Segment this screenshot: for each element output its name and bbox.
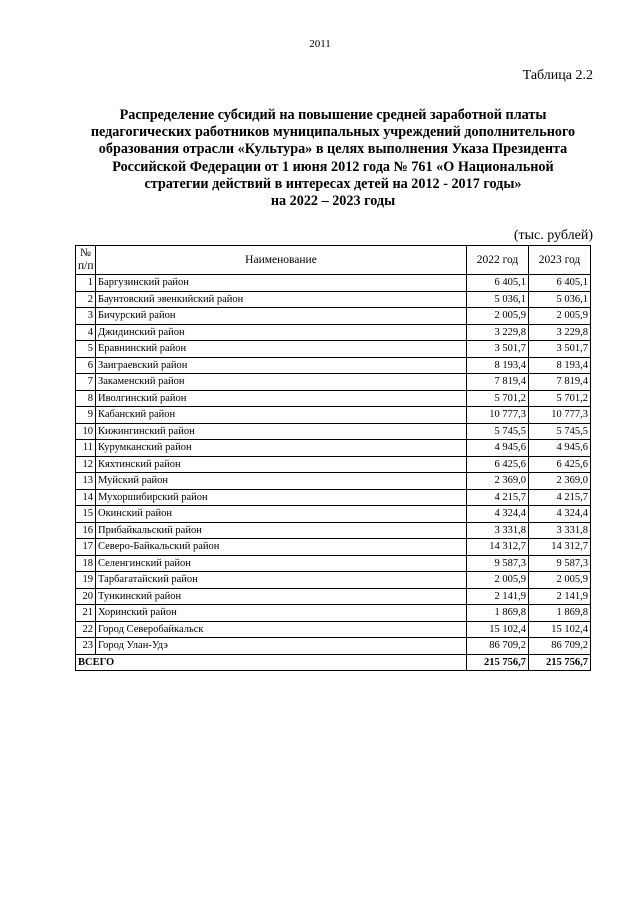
table-row	[76, 275, 591, 292]
row-2023-cell: 8 193,4	[529, 357, 591, 374]
row-2022-cell: 10 777,3	[467, 407, 529, 424]
table-row	[76, 638, 591, 655]
row-name-cell: Селенгинский район	[96, 555, 467, 572]
title-line: Распределение субсидий на повышение средней заработной платы	[119, 107, 547, 123]
table-row	[76, 440, 591, 457]
row-2023-cell: 15 102,4	[529, 621, 591, 638]
row-name-cell: Тарбагатайский район	[96, 572, 467, 589]
subsidies-table	[75, 245, 591, 671]
row-2023-cell: 3 501,7	[529, 341, 591, 358]
row-2023-cell: 3 229,8	[529, 324, 591, 341]
row-number-cell: 20	[76, 588, 96, 605]
row-number-cell: 14	[76, 489, 96, 506]
row-2022-cell: 4 945,6	[467, 440, 529, 457]
row-2022-cell: 9 587,3	[467, 555, 529, 572]
table-row	[76, 357, 591, 374]
row-name-cell: Баунтовский эвенкийский район	[96, 291, 467, 308]
row-number-cell: 9	[76, 407, 96, 424]
row-number-cell: 6	[76, 357, 96, 374]
row-number-cell: 18	[76, 555, 96, 572]
row-name-cell: Еравнинский район	[96, 341, 467, 358]
row-2022-cell: 2 005,9	[467, 308, 529, 325]
row-2023-cell: 10 777,3	[529, 407, 591, 424]
row-name-cell: Кяхтинский район	[96, 456, 467, 473]
row-2022-cell: 5 745,5	[467, 423, 529, 440]
row-number-cell: 4	[76, 324, 96, 341]
table-label: Таблица 2.2	[522, 68, 593, 83]
row-2022-cell: 5 701,2	[467, 390, 529, 407]
row-number-cell: 22	[76, 621, 96, 638]
row-number-cell: 11	[76, 440, 96, 457]
table-row	[76, 324, 591, 341]
row-name-cell: Иволгинский район	[96, 390, 467, 407]
row-2022-cell: 1 869,8	[467, 605, 529, 622]
row-2022-cell: 2 141,9	[467, 588, 529, 605]
table-row	[76, 539, 591, 556]
column-header-number-line1: №	[80, 247, 91, 259]
row-number-cell: 19	[76, 572, 96, 589]
row-number-cell: 5	[76, 341, 96, 358]
row-name-cell: Кабанский район	[96, 407, 467, 424]
row-name-cell: Город Улан-Удэ	[96, 638, 467, 655]
total-2023: 215 756,7	[529, 654, 591, 671]
title-line: на 2022 – 2023 годы	[270, 193, 396, 210]
column-header-number-line2: п/п	[78, 260, 94, 272]
row-2022-cell: 6 425,6	[467, 456, 529, 473]
document-title	[70, 107, 596, 210]
table-row	[76, 341, 591, 358]
table-row	[76, 374, 591, 391]
column-header-2022: 2022 год	[467, 246, 529, 275]
row-name-cell: Окинский район	[96, 506, 467, 523]
row-number-cell: 16	[76, 522, 96, 539]
row-name-cell: Кижингинский район	[96, 423, 467, 440]
row-name-cell: Тункинский район	[96, 588, 467, 605]
column-header-name: Наименование	[96, 246, 467, 275]
row-name-cell: Хоринский район	[96, 605, 467, 622]
title-line: образования отрасли «Культура» в целях выполнения Указа Президента	[98, 141, 568, 158]
table-row	[76, 473, 591, 490]
row-2022-cell: 3 331,8	[467, 522, 529, 539]
row-number-cell: 23	[76, 638, 96, 655]
row-name-cell: Баргузинский район	[96, 275, 467, 292]
table-row	[76, 621, 591, 638]
row-2022-cell: 8 193,4	[467, 357, 529, 374]
row-name-cell: Город Северобайкальск	[96, 621, 467, 638]
row-2022-cell: 14 312,7	[467, 539, 529, 556]
title-line: педагогических работников муниципальных учреждений дополнительного	[90, 124, 576, 141]
row-2023-cell: 3 331,8	[529, 522, 591, 539]
row-number-cell: 17	[76, 539, 96, 556]
row-2023-cell: 4 215,7	[529, 489, 591, 506]
table-row	[76, 456, 591, 473]
row-2023-cell: 6 425,6	[529, 456, 591, 473]
row-2023-cell: 4 945,6	[529, 440, 591, 457]
row-number-cell: 8	[76, 390, 96, 407]
total-row	[76, 654, 591, 671]
table-row	[76, 605, 591, 622]
table-row	[76, 489, 591, 506]
row-2023-cell: 1 869,8	[529, 605, 591, 622]
row-number-cell: 13	[76, 473, 96, 490]
row-number-cell: 1	[76, 275, 96, 292]
row-2023-cell: 2 005,9	[529, 308, 591, 325]
table-row	[76, 390, 591, 407]
row-number-cell: 21	[76, 605, 96, 622]
table-body	[76, 275, 591, 655]
row-number-cell: 2	[76, 291, 96, 308]
row-2023-cell: 6 405,1	[529, 275, 591, 292]
row-2022-cell: 3 229,8	[467, 324, 529, 341]
table-row	[76, 308, 591, 325]
row-name-cell: Прибайкальский район	[96, 522, 467, 539]
table-row	[76, 423, 591, 440]
row-2022-cell: 5 036,1	[467, 291, 529, 308]
table-row	[76, 555, 591, 572]
row-2023-cell: 2 005,9	[529, 572, 591, 589]
row-number-cell: 7	[76, 374, 96, 391]
column-header-2023: 2023 год	[529, 246, 591, 275]
row-2023-cell: 5 745,5	[529, 423, 591, 440]
row-number-cell: 10	[76, 423, 96, 440]
row-name-cell: Джидинский район	[96, 324, 467, 341]
column-header-number	[76, 246, 96, 275]
row-name-cell: Бичурский район	[96, 308, 467, 325]
table-header-row	[76, 246, 591, 275]
row-2022-cell: 4 324,4	[467, 506, 529, 523]
total-label: ВСЕГО	[76, 654, 467, 671]
row-number-cell: 12	[76, 456, 96, 473]
title-line: стратегии действий в интересах детей на 2012 - 2017 годы»	[144, 175, 522, 192]
row-2022-cell: 7 819,4	[467, 374, 529, 391]
table-row	[76, 291, 591, 308]
row-name-cell: Заиграевский район	[96, 357, 467, 374]
title-line: Российской Федерации от 1 июня 2012 года № 761 «О Национальной	[112, 158, 554, 175]
table-row	[76, 407, 591, 424]
row-2022-cell: 15 102,4	[467, 621, 529, 638]
total-2022: 215 756,7	[467, 654, 529, 671]
row-number-cell: 15	[76, 506, 96, 523]
row-name-cell: Курумканский район	[96, 440, 467, 457]
row-2023-cell: 7 819,4	[529, 374, 591, 391]
row-name-cell: Мухоршибирский район	[96, 489, 467, 506]
row-name-cell: Северо-Байкальский район	[96, 539, 467, 556]
page-number: 2011	[309, 38, 331, 50]
row-2023-cell: 5 036,1	[529, 291, 591, 308]
row-2023-cell: 9 587,3	[529, 555, 591, 572]
units-label: (тыс. рублей)	[513, 228, 593, 243]
row-2022-cell: 86 709,2	[467, 638, 529, 655]
row-2022-cell: 6 405,1	[467, 275, 529, 292]
table-row	[76, 572, 591, 589]
row-2022-cell: 2 005,9	[467, 572, 529, 589]
table-row	[76, 588, 591, 605]
row-2022-cell: 3 501,7	[467, 341, 529, 358]
row-2023-cell: 2 141,9	[529, 588, 591, 605]
table-row	[76, 506, 591, 523]
row-2022-cell: 2 369,0	[467, 473, 529, 490]
row-name-cell: Закаменский район	[96, 374, 467, 391]
row-number-cell: 3	[76, 308, 96, 325]
row-name-cell: Муйский район	[96, 473, 467, 490]
row-2023-cell: 4 324,4	[529, 506, 591, 523]
row-2022-cell: 4 215,7	[467, 489, 529, 506]
row-2023-cell: 14 312,7	[529, 539, 591, 556]
row-2023-cell: 86 709,2	[529, 638, 591, 655]
table-row	[76, 522, 591, 539]
row-2023-cell: 5 701,2	[529, 390, 591, 407]
row-2023-cell: 2 369,0	[529, 473, 591, 490]
